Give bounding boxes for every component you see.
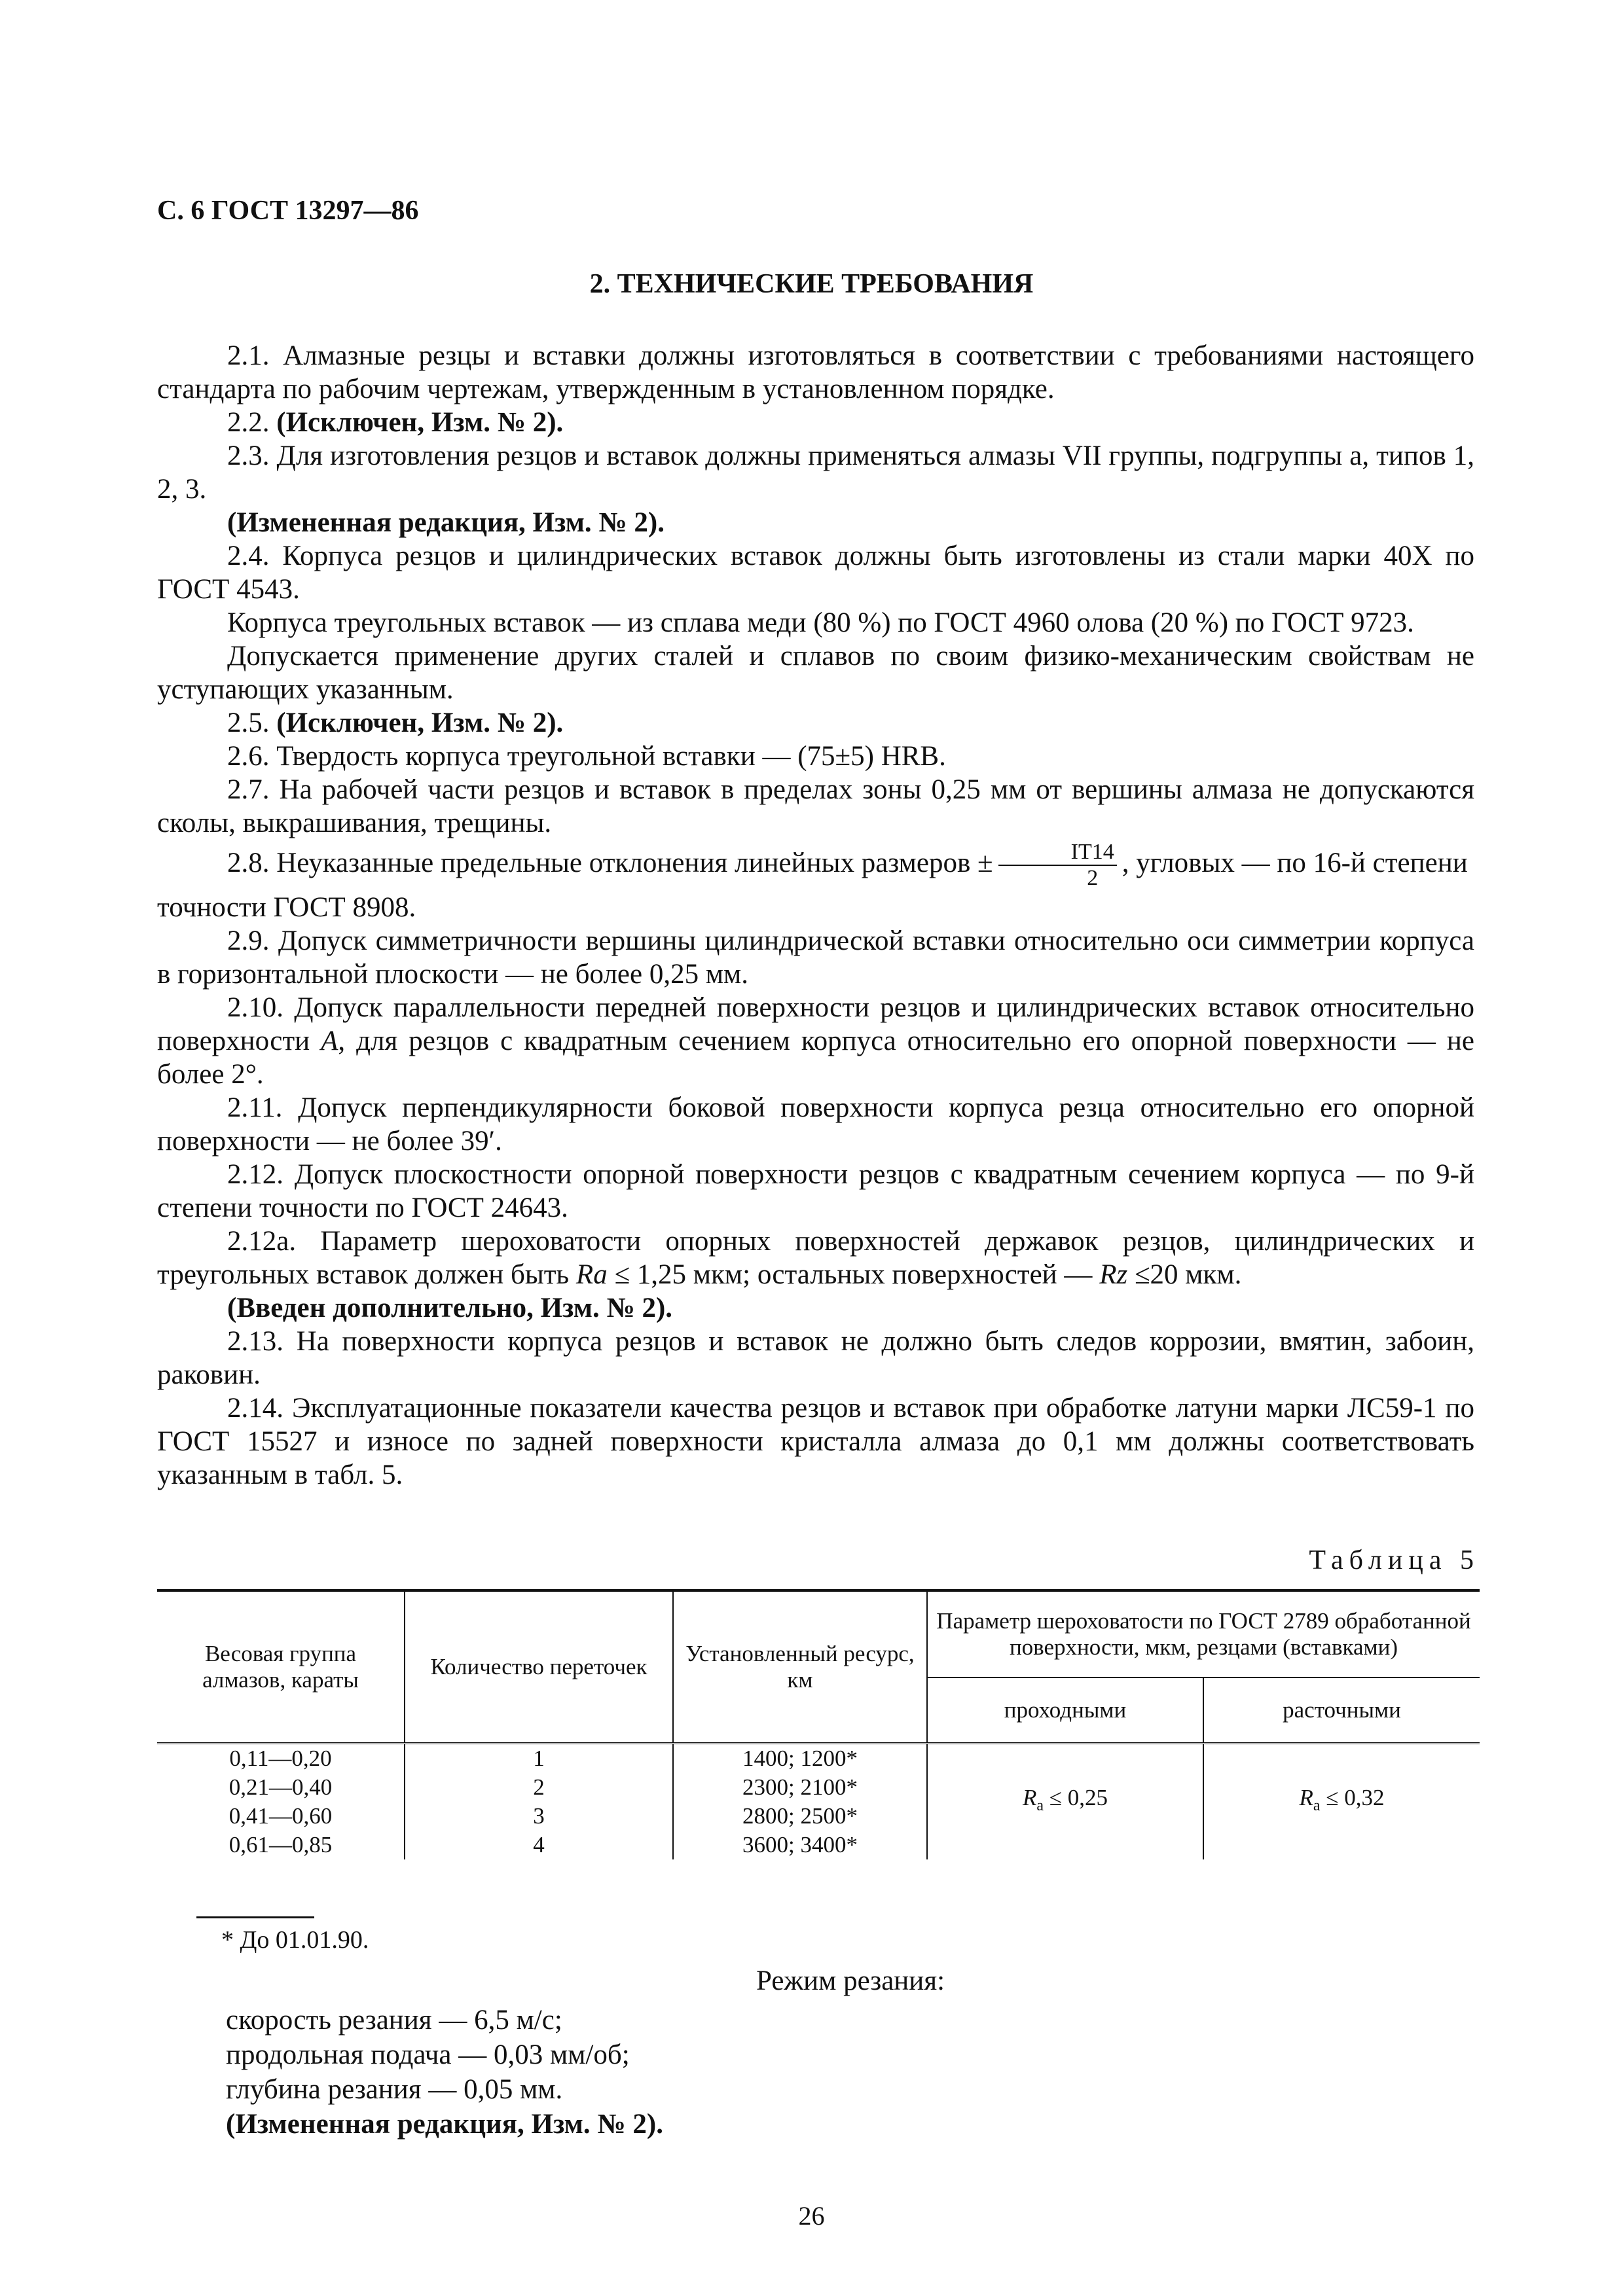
header-roughness: Параметр шероховатости по ГОСТ 2789 обработанной поверхности, мкм, резцами (вставками) (927, 1590, 1480, 1677)
table-cell: 1400; 1200* (742, 1746, 858, 1771)
table-cell: 0,41—0,60 (228, 1803, 333, 1829)
amendment-note: (Измененная редакция, Изм. № 2). (227, 507, 665, 538)
roughness-through-cell (927, 1744, 1203, 1860)
header-through: проходными (927, 1677, 1203, 1744)
paragraph-2-12a-mid: ≤ 1,25 мкм; остальных поверхностей — (607, 1259, 1100, 1290)
paragraph-2-4-c: Допускается применение других сталей и сплавов по своим физико-механическим свойствам не уступающих указанным. (157, 641, 1474, 705)
paragraph-2-4: 2.4. Корпуса резцов и цилиндрических вставок должны быть изготовлены из стали марки 40Х по ГОСТ 4543. (157, 541, 1474, 605)
table-cell: 0,61—0,85 (228, 1832, 333, 1857)
table-cell: 2 (533, 1774, 545, 1800)
paragraph-2-12a-text: 2.12а. Параметр шероховатости опорных поверхностей державок резцов, цилиндрических и треугольных вставок должен быть (157, 1226, 1474, 1290)
paragraph-2-3: 2.3. Для изготовления резцов и вставок должны применяться алмазы VII группы, подгруппы а, типов 1, 2, 3. (157, 440, 1474, 505)
paragraph-2-10-text: 2.10. Допуск параллельности передней поверхности резцов и цилиндрических вставок относительно поверхности (157, 992, 1474, 1056)
paragraph-2-5 (157, 706, 1474, 740)
paragraph-2-1: 2.1. Алмазные резцы и вставки должны изготовляться в соответствии с требованиями настоящего стандарта по рабочим чертежам, утвержденным в установленном порядке. (157, 340, 1474, 404)
section-title: 2. ТЕХНИЧЕСКИЕ ТРЕБОВАНИЯ (589, 269, 1034, 299)
longitudinal-feed: продольная подача — 0,03 мм/об; (226, 2039, 630, 2070)
ra-symbol: R (1022, 1785, 1037, 1810)
paragraph-2-12a-end: ≤20 мкм. (1127, 1259, 1242, 1290)
amendment-note: (Исключен, Изм. № 2). (276, 708, 564, 738)
header-resource: Установленный ресурс, км (673, 1590, 927, 1744)
amendment-note: (Исключен, Изм. № 2). (276, 407, 564, 438)
fraction-denominator: 2 (1087, 866, 1099, 890)
table-cell: 4 (533, 1832, 545, 1857)
table-cell: 0,21—0,40 (228, 1774, 333, 1800)
paragraph-2-11: 2.11. Допуск перпендикулярности боковой поверхности корпуса резца относительно его опорной поверхности — не более 39′. (157, 1092, 1474, 1157)
paragraph-2-12: 2.12. Допуск плоскостности опорной поверхности резцов с квадратным сечением корпуса — по 9-й степени точности по ГОСТ 24643. (157, 1159, 1474, 1223)
paragraph-2-6: 2.6. Твердость корпуса треугольной вставки — (75±5) HRB. (227, 741, 946, 772)
paragraph-2-9: 2.9. Допуск симметричности вершины цилиндрической вставки относительно оси симметрии корпуса в горизонтальной плоскости — не более 0,25 мм. (157, 925, 1474, 990)
ra-value: ≤ 0,32 (1320, 1785, 1385, 1810)
paragraph-2-13: 2.13. На поверхности корпуса резцов и вставок не должно быть следов коррозии, вмятин, забоин, раковин. (157, 1326, 1474, 1390)
table-row (157, 1744, 1480, 1860)
footnote-rule (196, 1916, 314, 1918)
table-cell: 1 (533, 1746, 545, 1771)
page-number: 26 (798, 2201, 825, 2231)
paragraph-2-10 (157, 991, 1474, 1091)
paragraph-2-10-text-end: , для резцов с квадратным сечением корпуса относительно его опорной поверхности — не более 2°. (157, 1026, 1474, 1090)
paragraph-2-8-cont: точности ГОСТ 8908. (157, 892, 416, 923)
amendment-note: (Введен дополнительно, Изм. № 2). (227, 1293, 673, 1323)
ra-value: ≤ 0,25 (1044, 1785, 1108, 1810)
weight-group-cell (157, 1744, 405, 1860)
table-cell: 0,11—0,20 (229, 1746, 332, 1771)
table-5 (157, 1589, 1480, 1859)
surface-label: А (321, 1026, 338, 1056)
rz-symbol: Rz (1099, 1259, 1128, 1290)
cutting-mode-list (226, 2003, 663, 2142)
table-cell: 3600; 3400* (742, 1832, 858, 1857)
table-cell: 2300; 2100* (742, 1774, 858, 1800)
ra-symbol: R (1299, 1785, 1313, 1810)
header-weight-group: Весовая группа алмазов, караты (157, 1590, 405, 1744)
ra-symbol: Ra (575, 1259, 608, 1290)
regrinds-cell (405, 1744, 673, 1860)
table-cell: 3 (533, 1803, 545, 1829)
amendment-note: (Измененная редакция, Изм. № 2). (226, 2109, 663, 2140)
table-caption: Таблица 5 (1309, 1545, 1480, 1575)
paragraph-2-12a (157, 1225, 1474, 1291)
cutting-mode-title: Режим резания: (756, 1965, 945, 1996)
cutting-depth: глубина резания — 0,05 мм. (226, 2074, 563, 2105)
fraction-numerator: IT14 (998, 840, 1117, 866)
roughness-boring-cell (1203, 1744, 1480, 1860)
document-body (157, 339, 1474, 1492)
paragraph-2-8 (157, 840, 1474, 891)
paragraph-2-2 (157, 406, 1474, 439)
paragraph-2-8-text: 2.8. Неуказанные предельные отклонения линейных размеров ± (227, 847, 993, 878)
table-cell: 2800; 2500* (742, 1803, 858, 1829)
paragraph-2-7: 2.7. На рабочей части резцов и вставок в пределах зоны 0,25 мм от вершины алмаза не допускаются сколы, выкрашивания, трещины. (157, 774, 1474, 838)
footnote: * До 01.01.90. (221, 1926, 369, 1954)
clause-number: 2.5. (227, 708, 270, 738)
paragraph-2-8-text-end: , угловых — по 16-й степени (1122, 847, 1468, 878)
clause-number: 2.2. (227, 407, 270, 438)
ra-subscript: a (1036, 1797, 1044, 1814)
ra-subscript: a (1313, 1797, 1321, 1814)
tolerance-fraction (998, 840, 1117, 891)
page-header: С. 6 ГОСТ 13297—86 (157, 196, 419, 226)
header-regrinds: Количество переточек (405, 1590, 673, 1744)
paragraph-2-14: 2.14. Эксплуатационные показатели качества резцов и вставок при обработке латуни марки ЛС59-1 по ГОСТ 15527 и износе по задней поверхности кристалла алмаза до 0,1 мм должны соответствовать указанным в табл. 5. (157, 1393, 1474, 1490)
paragraph-2-4-b: Корпуса треугольных вставок — из сплава меди (80 %) по ГОСТ 4960 олова (20 %) по ГОСТ 9723. (227, 607, 1414, 638)
header-boring: расточными (1203, 1677, 1480, 1744)
cutting-speed: скорость резания — 6,5 м/с; (226, 2005, 562, 2036)
resource-cell (673, 1744, 927, 1860)
